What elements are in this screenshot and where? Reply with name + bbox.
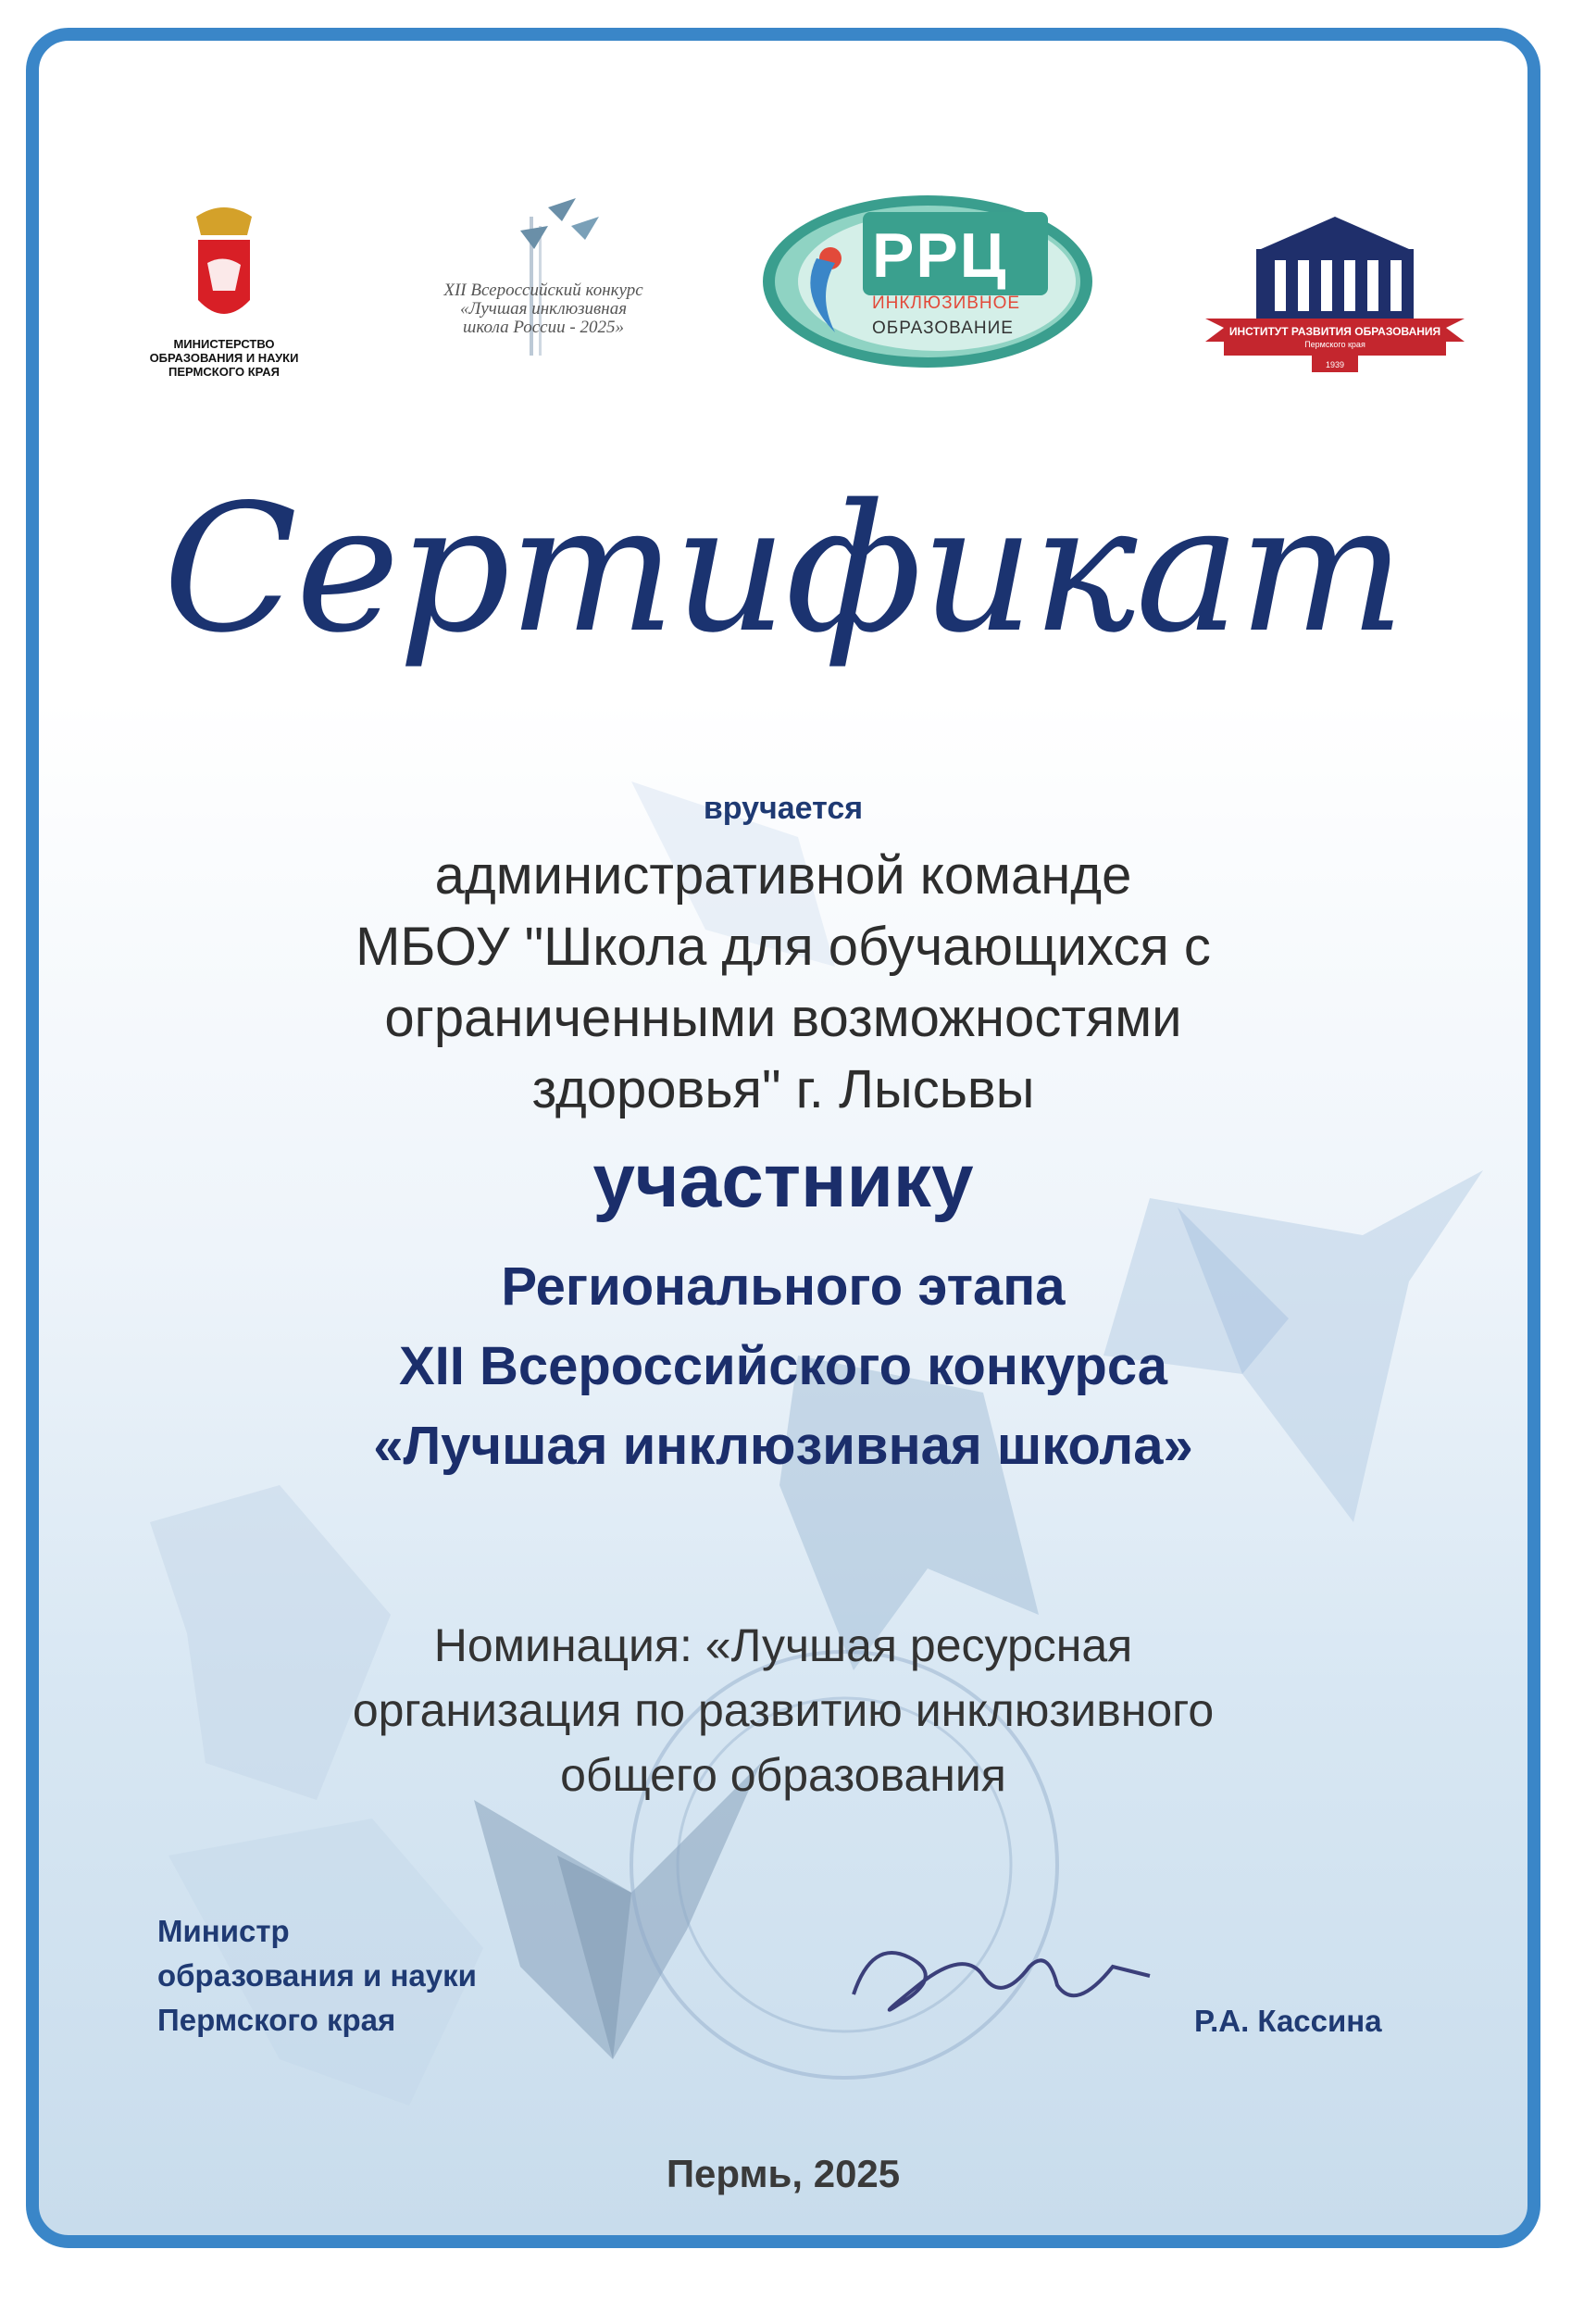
rrc-line2: ОБРАЗОВАНИЕ	[872, 319, 1014, 338]
competition-line-3: «Лучшая инклюзивная школа»	[373, 1416, 1193, 1476]
competition-line-1: Регионального этапа	[501, 1256, 1066, 1317]
nomination-line-2: организация по развитию инклюзивного	[352, 1684, 1215, 1736]
contest-caption-line3: школа России - 2025»	[463, 318, 624, 337]
institute-caption: ИНСТИТУТ РАЗВИТИЯ ОБРАЗОВАНИЯ	[1228, 325, 1441, 338]
birds-emblem-icon	[391, 189, 696, 365]
competition-line-2: XII Всероссийского конкурса	[398, 1336, 1168, 1396]
signatory-name: Р.А. Кассина	[1194, 2004, 1382, 2038]
certificate-frame	[26, 28, 1540, 2248]
recipient-line-1: административной команде	[434, 845, 1132, 906]
signatory-position-line2: образования и науки	[157, 1958, 477, 1993]
nomination-line-3: общего образования	[560, 1749, 1006, 1801]
rrc-title: РРЦ	[872, 220, 1008, 291]
participant-heading: участнику	[592, 1139, 974, 1223]
perm-coat-of-arms-icon	[131, 198, 317, 337]
recipient-line-2: МБОУ "Школа для обучающихся с	[355, 917, 1211, 977]
institute-logo	[1205, 203, 1465, 369]
institute-subcaption: Пермского края	[1304, 340, 1365, 349]
ministry-logo	[131, 198, 317, 383]
signatory-position-line3: Пермского края	[157, 2003, 396, 2037]
footer-place-year: Пермь, 2025	[666, 2152, 901, 2195]
handwritten-signature	[835, 1911, 1168, 2041]
ministry-caption-line2: ОБРАЗОВАНИЯ И НАУКИ	[149, 351, 299, 365]
signatory-position-line1: Министр	[157, 1914, 290, 1948]
ministry-caption-line3: ПЕРМСКОГО КРАЯ	[168, 365, 280, 379]
contest-caption-line1: XII Всероссийский конкурс	[443, 281, 643, 300]
institute-building-icon	[1205, 203, 1465, 379]
recipient-line-3: ограниченными возможностями	[384, 988, 1182, 1048]
rrc-line1: ИНКЛЮЗИВНОЕ	[872, 294, 1021, 313]
contest-logo	[391, 189, 696, 374]
recipient-line-4: здоровья" г. Лысьвы	[531, 1059, 1035, 1119]
certificate-title: Сертификат	[163, 467, 1403, 671]
contest-caption-line2: «Лучшая инклюзивная	[459, 299, 628, 319]
ministry-caption-line1: МИНИСТЕРСТВО	[173, 337, 275, 351]
logo-row	[39, 161, 1527, 402]
institute-year: 1939	[1325, 360, 1345, 369]
nomination-line-1: Номинация: «Лучшая ресурсная	[433, 1619, 1133, 1671]
rrc-logo	[761, 194, 1094, 369]
signatory-position	[157, 1909, 477, 2043]
awarded-text: вручается	[703, 791, 864, 826]
